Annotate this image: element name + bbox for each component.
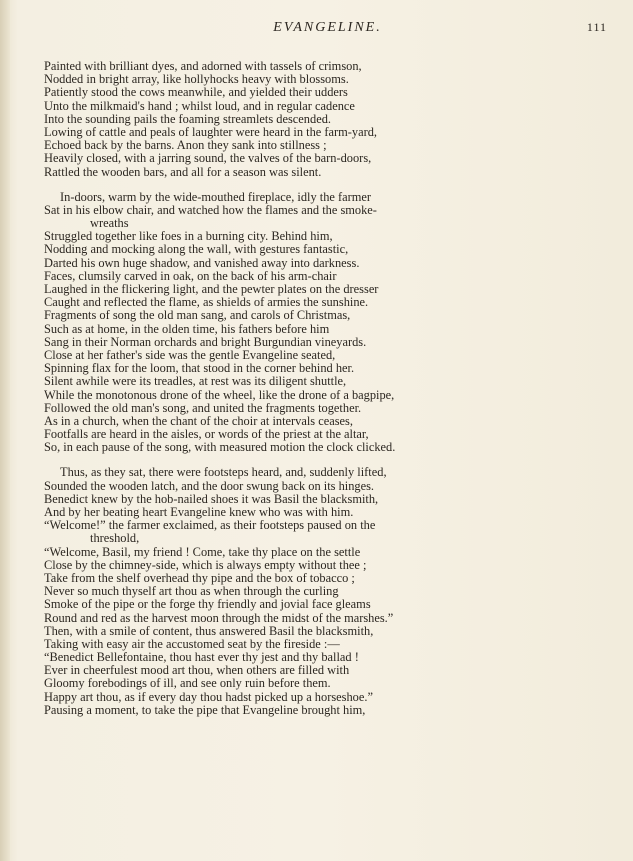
text-line: Lowing of cattle and peals of laughter were heard in the farm-yard,	[44, 124, 378, 139]
paragraph	[44, 191, 604, 455]
text-line: Then, with a smile of content, thus answered Basil the blacksmith,	[44, 623, 374, 638]
text-line: In-doors, warm by the wide-mouthed fireplace, idly the farmer	[60, 189, 372, 204]
page-gutter	[0, 0, 10, 861]
text-line: Fragments of song the old man sang, and carols of Christmas,	[44, 308, 351, 323]
text-line: Heavily closed, with a jarring sound, the valves of the barn-doors,	[44, 151, 372, 166]
poem-text	[44, 60, 604, 717]
text-line: Gloomy forebodings of ill, and see only ruin before them.	[44, 676, 331, 691]
text-line: Close by the chimney-side, which is always empty without thee ;	[44, 557, 367, 572]
text-line: Echoed back by the barns. Anon they sank into stillness ;	[44, 138, 327, 153]
running-title: EVANGELINE.	[273, 20, 382, 35]
text-line: Close at her father's side was the gentle Evangeline seated,	[44, 347, 336, 362]
paragraph	[44, 466, 604, 717]
text-line: Faces, clumsily carved in oak, on the back of his arm-chair	[44, 268, 337, 283]
text-line: “Welcome!” the farmer exclaimed, as their footsteps paused on the	[44, 518, 376, 533]
text-line: So, in each pause of the song, with measured motion the clock clicked.	[44, 440, 396, 455]
text-line: Unto the milkmaid's hand ; whilst loud, and in regular cadence	[44, 98, 355, 113]
text-line: Smoke of the pipe or the forge thy friendly and jovial face gleams	[44, 597, 371, 612]
text-line: Into the sounding pails the foaming streamlets descended.	[44, 111, 331, 126]
paragraph	[44, 60, 604, 179]
text-line: Never so much thyself art thou as when through the curling	[44, 584, 339, 599]
page-header	[40, 20, 615, 40]
text-line: Caught and reflected the flame, as shields of armies the sunshine.	[44, 295, 369, 310]
text-line: wreaths	[90, 216, 129, 231]
text-line: Take from the shelf overhead thy pipe and the box of tobacco ;	[44, 570, 355, 585]
text-line: Rattled the wooden bars, and all for a season was silent.	[44, 164, 322, 179]
text-line: Pausing a moment, to take the pipe that Evangeline brought him,	[44, 702, 366, 717]
text-line: Happy art thou, as if every day thou hadst picked up a horseshoe.”	[44, 689, 373, 704]
text-line: Taking with easy air the accustomed seat by the fireside :—	[44, 636, 340, 651]
text-line: As in a church, when the chant of the choir at intervals ceases,	[44, 413, 353, 428]
text-line: Silent awhile were its treadles, at rest was its diligent shuttle,	[44, 374, 347, 389]
text-line: Laughed in the flickering light, and the pewter plates on the dresser	[44, 282, 379, 296]
text-line: Sang in their Norman orchards and bright Burgundian vineyards.	[44, 334, 367, 349]
page-number: 111	[586, 20, 607, 34]
text-line: Footfalls are heard in the aisles, or words of the priest at the altar,	[44, 427, 369, 442]
text-line: “Welcome, Basil, my friend ! Come, take thy place on the settle	[44, 544, 361, 559]
text-line: Benedict knew by the hob-nailed shoes it was Basil the blacksmith,	[44, 491, 379, 506]
text-line: Sat in his elbow chair, and watched how the flames and the smoke-	[44, 202, 377, 217]
text-line: Patiently stood the cows meanwhile, and yielded their udders	[44, 85, 348, 100]
text-line: While the monotonous drone of the wheel, like the drone of a bagpipe,	[44, 387, 395, 402]
paragraph-gap	[44, 179, 604, 191]
text-line: “Benedict Bellefontaine, thou hast ever thy jest and thy ballad !	[44, 650, 359, 665]
text-line: Nodded in bright array, like hollyhocks heavy with blossoms.	[44, 72, 349, 87]
text-line: Followed the old man's song, and united the fragments together.	[44, 400, 362, 415]
text-line: And by her beating heart Evangeline knew who was with him.	[44, 505, 354, 519]
text-line: Ever in cheerfulest mood art thou, when others are filled with	[44, 663, 350, 678]
text-line: Spinning flax for the loom, that stood in the corner behind her.	[44, 361, 355, 376]
text-line: Round and red as the harvest moon through the midst of the marshes.”	[44, 610, 394, 625]
text-line: Nodding and mocking along the wall, with gestures fantastic,	[44, 242, 349, 257]
text-line: Darted his own huge shadow, and vanished away into darkness.	[44, 255, 360, 270]
text-line: Struggled together like foes in a burning city. Behind him,	[44, 229, 333, 244]
text-line: Sounded the wooden latch, and the door swung back on its hinges.	[44, 478, 375, 493]
text-line: Painted with brilliant dyes, and adorned with tassels of crimson,	[44, 59, 362, 73]
text-line: Thus, as they sat, there were footsteps heard, and, suddenly lifted,	[60, 465, 387, 480]
text-line: threshold,	[90, 531, 140, 546]
text-line: Such as at home, in the olden time, his fathers before him	[44, 321, 330, 336]
